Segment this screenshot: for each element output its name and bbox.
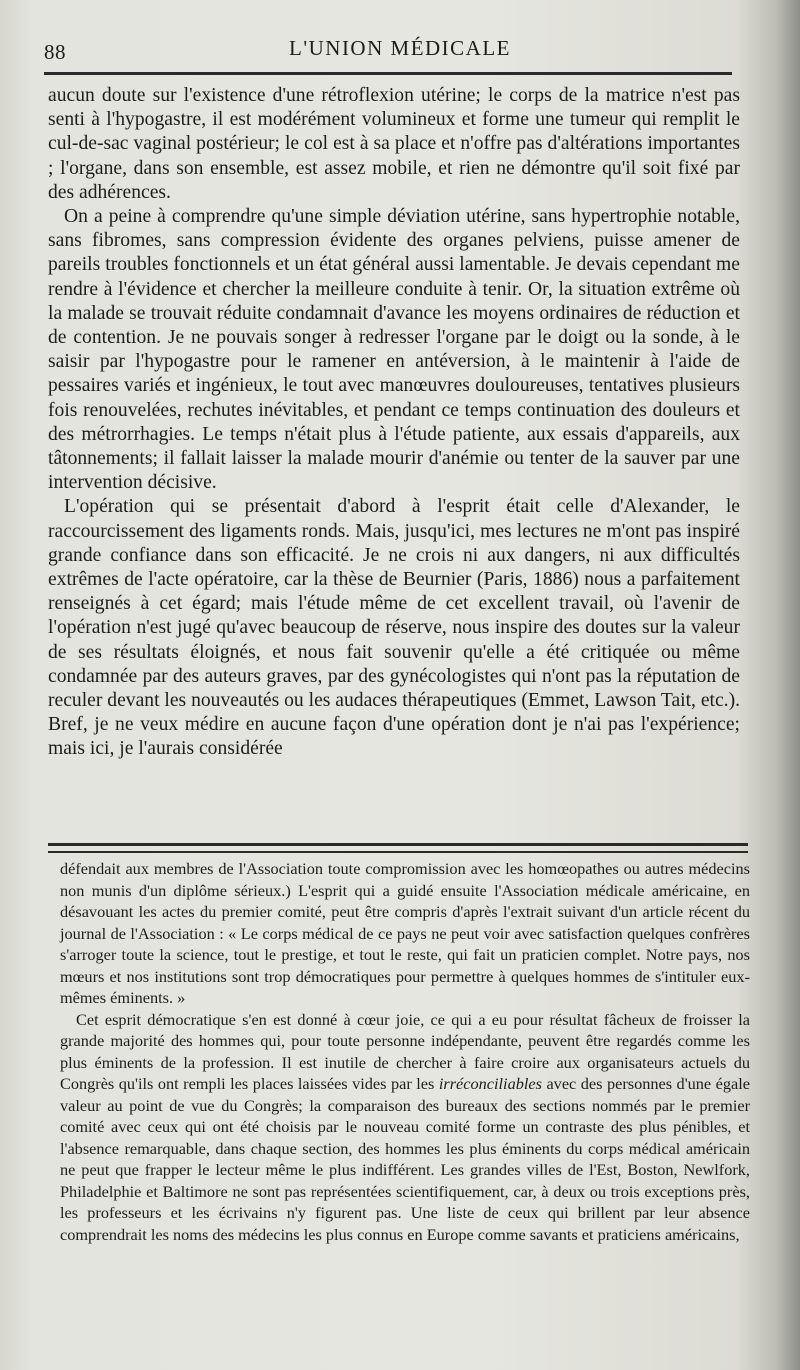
footnote-italic-term: irréconciliables: [438, 1074, 542, 1093]
page-header: [44, 34, 734, 68]
header-rule: [44, 72, 732, 75]
footnote-paragraph: défendait aux membres de l'Association toute compromission avec les homœopathes ou autres médecins non munis d'un diplôme sérieux.) L'esprit qui a guidé ensuite l'Association médicale américaine, en désavouant les actes du premier comité, peut être compris d'après l'extrait suivant d'un article récent du journal de l'Association : « Le corps médical de ce pays ne peut voir avec satisfaction quelques confrères s'arroger toute la science, tout le prestige, et tout le reste, qui fait un praticien complet. Notre pays, nos mœurs et nos institutions sont trop démocratiques pour permettre à quelques hommes de s'intituler eux-mêmes éminents. »: [60, 859, 750, 1007]
footnotes: [60, 858, 750, 1245]
footnote-text: Cet esprit démocratique s'en est donné à cœur joie, ce qui a eu pour résultat fâcheux de froisser la grande majorité des hommes qui, pour toute personne indépendante, peuvent être regardés comme les plus éminents de la profession. Il est inutile de chercher à faire croire aux organisateurs actuels du Congrès qu'ils ont rempli les places laissées vides par les: [60, 1009, 750, 1093]
page-number: 88: [44, 40, 66, 64]
footnote-text: avec des personnes d'une égale valeur au point de vue du Congrès; la comparaison des bureaux des sections nommés par le premier comité avec ceux qui ont été choisis par le nouveau comité forme un contraste des plus pénibles, et l'absence remarquable, dans chaque section, des hommes les plus éminents du corps médical américain ne peut que frapper le lecteur même le plus indifférent. Les grandes villes de l'Est, Boston, Newlfork, Philadelphie et Baltimore ne sont pas représentées scientifiquement, car, à deux ou trois exceptions près, les professeurs et les écrivains n'y figurent pas. Une liste de ceux qui brillent par leur absence comprendrait les noms des médecins les plus connus en Europe comme savants et praticiens américains,: [60, 1074, 750, 1244]
running-title: L'UNION MÉDICALE: [289, 36, 512, 60]
body-paragraph: L'opération qui se présentait d'abord à l'esprit était celle d'Alexander, le raccourcissement des ligaments ronds. Mais, jusqu'ici, mes lectures ne m'ont pas inspiré grande confiance dans son efficacité. Je ne crois ni aux dangers, ni aux difficultés extrêmes de l'acte opératoire, car la thèse de Beurnier (Paris, 1886) nous a parfaitement renseignés à cet égard; mais l'étude même de cet excellent travail, où l'avenir de l'opération n'est jugé qu'avec beaucoup de réserve, nous inspire des doutes sur la valeur de ses résultats éloignés, et nous fait souvenir qu'elle a été critiquée ou même condamnée par des auteurs graves, par des gynécologistes qui n'ont pas la réputation de reculer devant les nouveautés ou les audaces thérapeutiques (Emmet, Lawson Tait, etc.). Bref, je ne veux médire en aucune façon d'une opération dont je n'ai pas l'expérience; mais ici, je l'aurais considérée: [48, 496, 740, 760]
body-paragraph: On a peine à comprendre qu'une simple déviation utérine, sans hypertrophie notable, sans fibromes, sans compression évidente des organes pelviens, puisse amener de pareils troubles fonctionnels et un état général aussi lamentable. Je devais cependant me rendre à l'évidence et chercher la meilleure conduite à tenir. Or, la situation extrême où la malade se trouvait réduite condamnait d'avance les moyens ordinaires de réduction et de contention. Je ne pouvais songer à redresser l'organe par le doigt ou la sonde, à le saisir par l'hypogastre pour le ramener en antéversion, à le maintenir à l'aide de pessaires variés et ingénieux, le tout avec manœuvres douloureuses, tentatives plusieurs fois renouvelées, rechutes inévitables, et pendant ce temps continuation des douleurs et des métrorrhagies. Le temps n'était plus à l'étude patiente, aux essais d'appareils, aux tâtonnements; il fallait laisser la malade mourir d'anémie ou tenter de la sauver par une intervention décisive.: [48, 206, 740, 494]
main-body-text: [48, 84, 740, 762]
footnote-separator: [48, 843, 748, 853]
body-paragraph: aucun doute sur l'existence d'une rétroflexion utérine; le corps de la matrice n'est pas senti à l'hypogastre, il est modérément volumineux et forme une tumeur qui remplit le cul-de-sac vaginal postérieur; le col est à sa place et n'offre pas d'altérations importantes ; l'organe, dans son ensemble, est assez mobile, et rien ne démontre qu'il soit fixé par des adhérences.: [48, 85, 740, 203]
footnote-paragraph: [60, 1009, 750, 1246]
